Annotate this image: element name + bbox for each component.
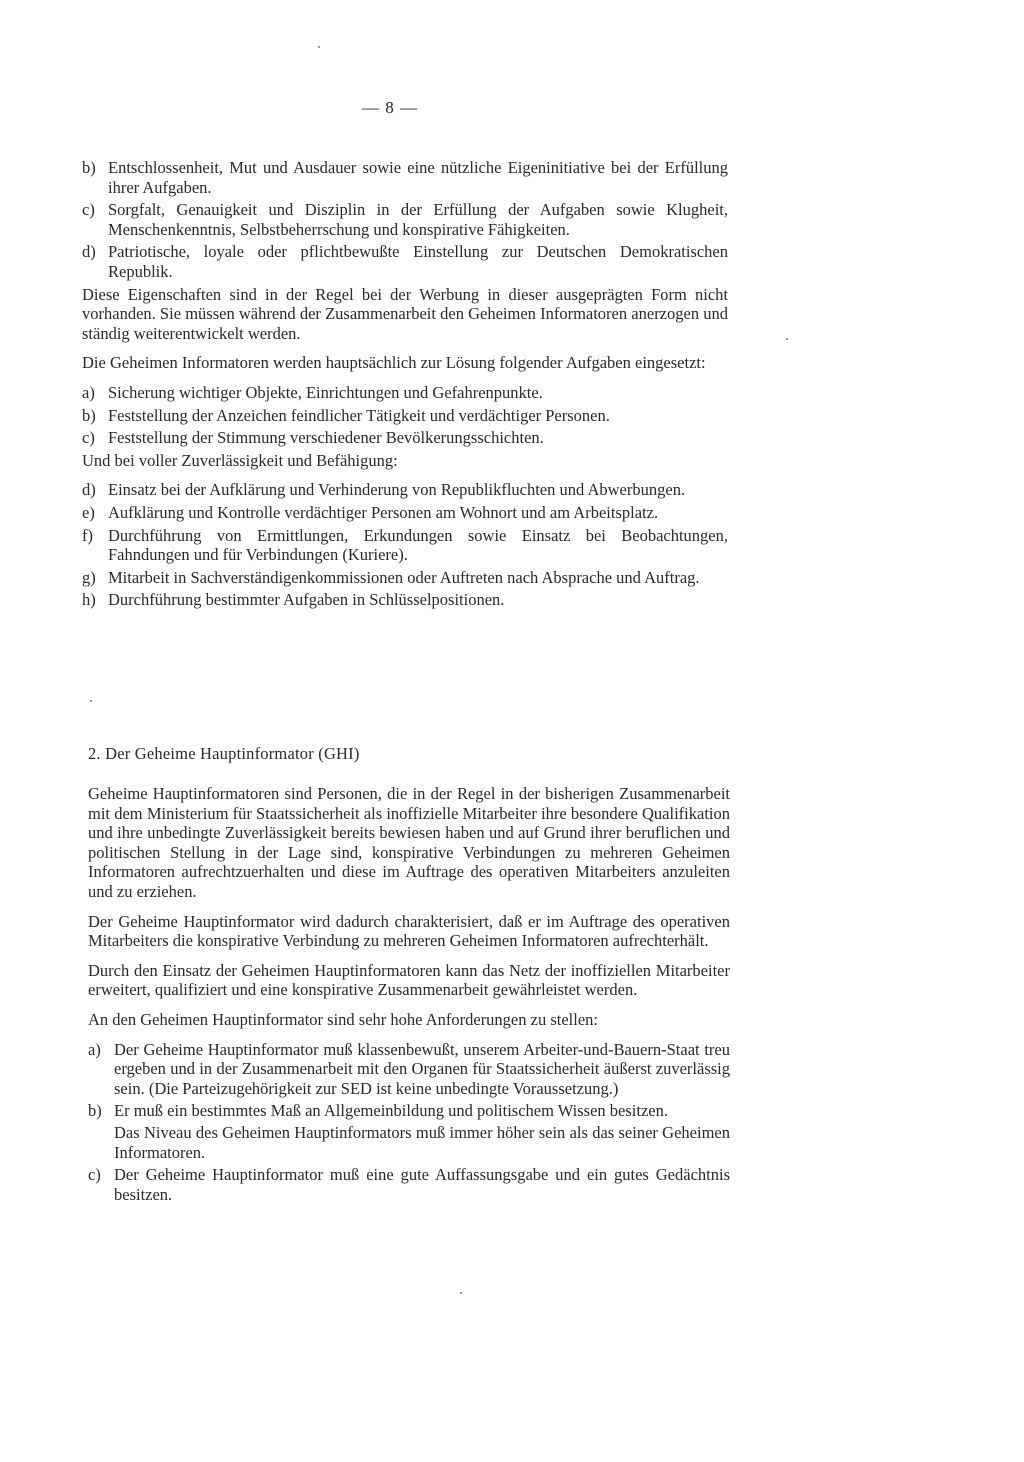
list-item bbox=[82, 242, 728, 281]
paragraph: Durch den Einsatz der Geheimen Hauptinformatoren kann das Netz der inoffiziellen Mitarbeiter erweitert, qualifiziert und eine konspirative Zusammenarbeit gewährleistet werden. bbox=[88, 960, 730, 1000]
list-item-text: Sorgfalt, Genauigkeit und Disziplin in der Erfüllung der Aufgaben sowie Klugheit, Menschenkenntnis, Selbstbeherrschung und konspirative Fähigkeiten. bbox=[108, 200, 728, 239]
list-item-text: Patriotische, loyale oder pflichtbewußte Einstellung zur Deutschen Demokratischen Republik. bbox=[108, 242, 728, 281]
list-item-label: d) bbox=[82, 480, 96, 500]
list-item-label: d) bbox=[82, 242, 96, 262]
list-item-text: Aufklärung und Kontrolle verdächtiger Personen am Wohnort und am Arbeitsplatz. bbox=[108, 502, 659, 522]
list-item-text: Feststellung der Stimmung verschiedener Bevölkerungsschichten. bbox=[108, 428, 544, 448]
list-item bbox=[82, 158, 728, 197]
list-item-subtext: Das Niveau des Geheimen Hauptinformators muß immer höher sein als das seiner Geheimen Informatoren. bbox=[114, 1122, 730, 1162]
list-item bbox=[88, 1165, 730, 1204]
page-number: — 8 — bbox=[362, 98, 418, 117]
paragraph: Geheime Hauptinformatoren sind Personen, die in der Regel in der bisherigen Zusammenarbeit mit dem Ministerium für Staatssicherheit als inoffizielle Mitarbeiter ihre besondere Qualifikation und ihre unbedingte Zuverlässigkeit bereits bewiesen haben und auf Grund ihrer beruflichen und politischen Stellung in der Lage sind, konspirative Verbindungen zu mehreren Geheimen Informatoren aufrechtzuerhalten und diese im Auftrage des operativen Mitarbeiters anzuleiten und zu erziehen. bbox=[88, 784, 730, 901]
list-item bbox=[82, 406, 728, 426]
paragraph: Diese Eigenschaften sind in der Regel bei der Werbung in dieser ausgeprägten Form nicht vorhanden. Sie müssen während der Zusammenarbeit den Geheimen Informatoren anerzogen und ständig weiterentwickelt werden. bbox=[82, 284, 728, 343]
list-item bbox=[82, 428, 728, 448]
scan-speck bbox=[318, 46, 320, 48]
list-item-label: f) bbox=[82, 525, 93, 545]
list-item bbox=[82, 568, 728, 588]
paragraph: Der Geheime Hauptinformator wird dadurch charakterisiert, daß er im Auftrage des operativen Mitarbeiters die konspirative Verbindung zu mehreren Geheimen Informatoren aufrechterhält. bbox=[88, 911, 730, 951]
list-item-label: c) bbox=[82, 200, 95, 220]
list-item-main: Der Geheime Hauptinformator muß eine gute Auffassungsgabe und ein gutes Gedächtnis besitzen. bbox=[114, 1165, 730, 1204]
list-item-text bbox=[114, 1101, 730, 1162]
tasks-list bbox=[82, 383, 728, 448]
lower-section bbox=[88, 784, 730, 1207]
list-item bbox=[88, 1101, 730, 1162]
list-item bbox=[82, 590, 728, 610]
list-item-text bbox=[114, 1165, 730, 1204]
list-item-text: Einsatz bei der Aufklärung und Verhinderung von Republikfluchten und Abwerbungen. bbox=[108, 480, 686, 500]
section-heading: 2. Der Geheime Hauptinformator (GHI) bbox=[88, 744, 360, 763]
extended-tasks-list bbox=[82, 480, 728, 610]
list-item-label: c) bbox=[88, 1165, 101, 1185]
list-item bbox=[88, 1040, 730, 1099]
list-item-label: a) bbox=[88, 1039, 101, 1059]
paragraph: Die Geheimen Informatoren werden hauptsächlich zur Lösung folgender Aufgaben eingesetzt: bbox=[82, 353, 706, 373]
upper-section bbox=[82, 158, 728, 613]
list-item-main: Der Geheime Hauptinformator muß klassenbewußt, unserem Arbeiter-und-Bauern-Staat treu ergeben und in der Zusammenarbeit mit den Organen für Staatssicherheit äußerst zuverlässig sein. (Die Parteizugehörigkeit zur SED ist keine unbedingte Voraussetzung.) bbox=[114, 1039, 730, 1098]
paragraph: Und bei voller Zuverlässigkeit und Befähigung: bbox=[82, 450, 398, 470]
list-item-text: Durchführung bestimmter Aufgaben in Schlüsselpositionen. bbox=[108, 590, 505, 610]
list-item-label: c) bbox=[82, 428, 95, 448]
list-item-label: e) bbox=[82, 502, 95, 522]
scan-speck bbox=[460, 1292, 462, 1294]
list-item-text bbox=[114, 1040, 730, 1099]
list-item bbox=[82, 200, 728, 239]
list-item-text: Mitarbeit in Sachverständigenkommissionen oder Auftreten nach Absprache und Auftrag. bbox=[108, 567, 700, 587]
list-item bbox=[82, 526, 728, 565]
list-item-text: Durchführung von Ermittlungen, Erkundungen sowie Einsatz bei Beobachtungen, Fahndungen und für Verbindungen (Kuriere). bbox=[108, 525, 728, 565]
requirements-list bbox=[88, 1040, 730, 1205]
scan-speck bbox=[786, 338, 788, 340]
list-item bbox=[82, 383, 728, 403]
list-item-label: b) bbox=[82, 405, 96, 425]
list-item bbox=[82, 503, 728, 523]
list-item-label: g) bbox=[82, 567, 96, 587]
list-item bbox=[82, 480, 728, 500]
list-item-main: Er muß ein bestimmtes Maß an Allgemeinbildung und politischem Wissen besitzen. bbox=[114, 1101, 668, 1121]
qualities-list bbox=[82, 158, 728, 282]
list-item-label: a) bbox=[82, 382, 95, 402]
paragraph: An den Geheimen Hauptinformator sind sehr hohe Anforderungen zu stellen: bbox=[88, 1009, 598, 1029]
list-item-label: h) bbox=[82, 590, 96, 610]
list-item-label: b) bbox=[88, 1101, 102, 1121]
scan-speck bbox=[90, 700, 92, 702]
list-item-label: b) bbox=[82, 158, 96, 177]
list-item-text: Sicherung wichtiger Objekte, Einrichtungen und Gefahrenpunkte. bbox=[108, 382, 543, 402]
list-item-text: Entschlossenheit, Mut und Ausdauer sowie eine nützliche Eigeninitiative bei der Erfüllung ihrer Aufgaben. bbox=[108, 158, 728, 197]
list-item-text: Feststellung der Anzeichen feindlicher Tätigkeit und verdächtiger Personen. bbox=[108, 405, 610, 425]
